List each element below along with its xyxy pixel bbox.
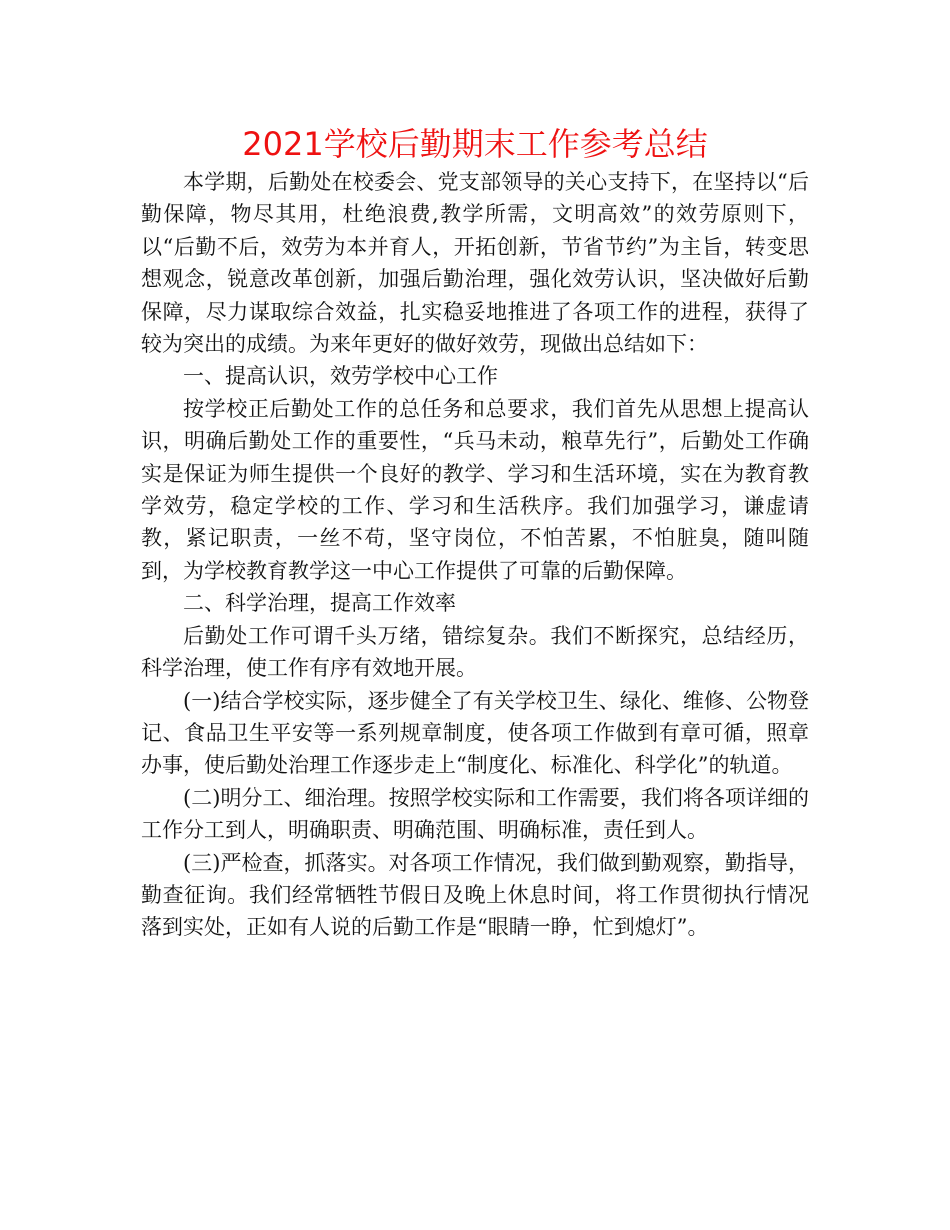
paragraph-item-2: (二)明分工、细治理。按照学校实际和工作需要，我们将各项详细的工作分工到人，明确职责、明确范围、明确标准，责任到人。 (141, 785, 809, 843)
paragraph-intro: 本学期，后勤处在校委会、党支部领导的关心支持下，在坚持以“后勤保障，物尽其用，杜绝浪费,教学所需，文明高效”的效劳原则下，以“后勤不后，效劳为本并育人，开拓创新，节省节约”为主旨，转变思想观念，锐意改革创新，加强后勤治理，强化效劳认识，坚决做好后勤保障，尽力谋取综合效益，扎实稳妥地推进了各项工作的进程，获得了较为突出的成绩。为来年更好的做好效劳，现做出总结如下： (141, 170, 809, 357)
section-heading-2: 二、科学治理，提高工作效率 (183, 591, 456, 616)
paragraph-section-2: 后勤处工作可谓千头万绪，错综复杂。我们不断探究，总结经历，科学治理，使工作有序有效地开展。 (141, 623, 809, 681)
paragraph-section-1: 按学校正后勤处工作的总任务和总要求，我们首先从思想上提高认识，明确后勤处工作的重要性，“兵马未动，粮草先行”，后勤处工作确实是保证为师生提供一个良好的教学、学习和生活环境，实在为教育教学效劳，稳定学校的工作、学习和生活秩序。我们加强学习，谦虚请教，紧记职责，一丝不苟，坚守岗位，不怕苦累，不怕脏臭，随叫随到，为学校教育教学这一中心工作提供了可靠的后勤保障。 (141, 396, 809, 583)
document-title: 2021学校后勤期末工作参考总结 (242, 125, 708, 163)
paragraph-item-3: (三)严检查，抓落实。对各项工作情况，我们做到勤观察，勤指导，勤查征询。我们经常牺牲节假日及晚上休息时间，将工作贯彻执行情况落到实处，正如有人说的后勤工作是“眼睛一睁，忙到熄灯”。 (141, 850, 809, 940)
section-heading-1: 一、提高认识，效劳学校中心工作 (183, 364, 498, 389)
paragraph-item-1: (一)结合学校实际，逐步健全了有关学校卫生、绿化、维修、公物登记、食品卫生平安等一系列规章制度，使各项工作做到有章可循，照章办事，使后勤处治理工作逐步走上“制度化、标准化、科学化”的轨道。 (141, 688, 809, 778)
document-body (141, 166, 809, 944)
